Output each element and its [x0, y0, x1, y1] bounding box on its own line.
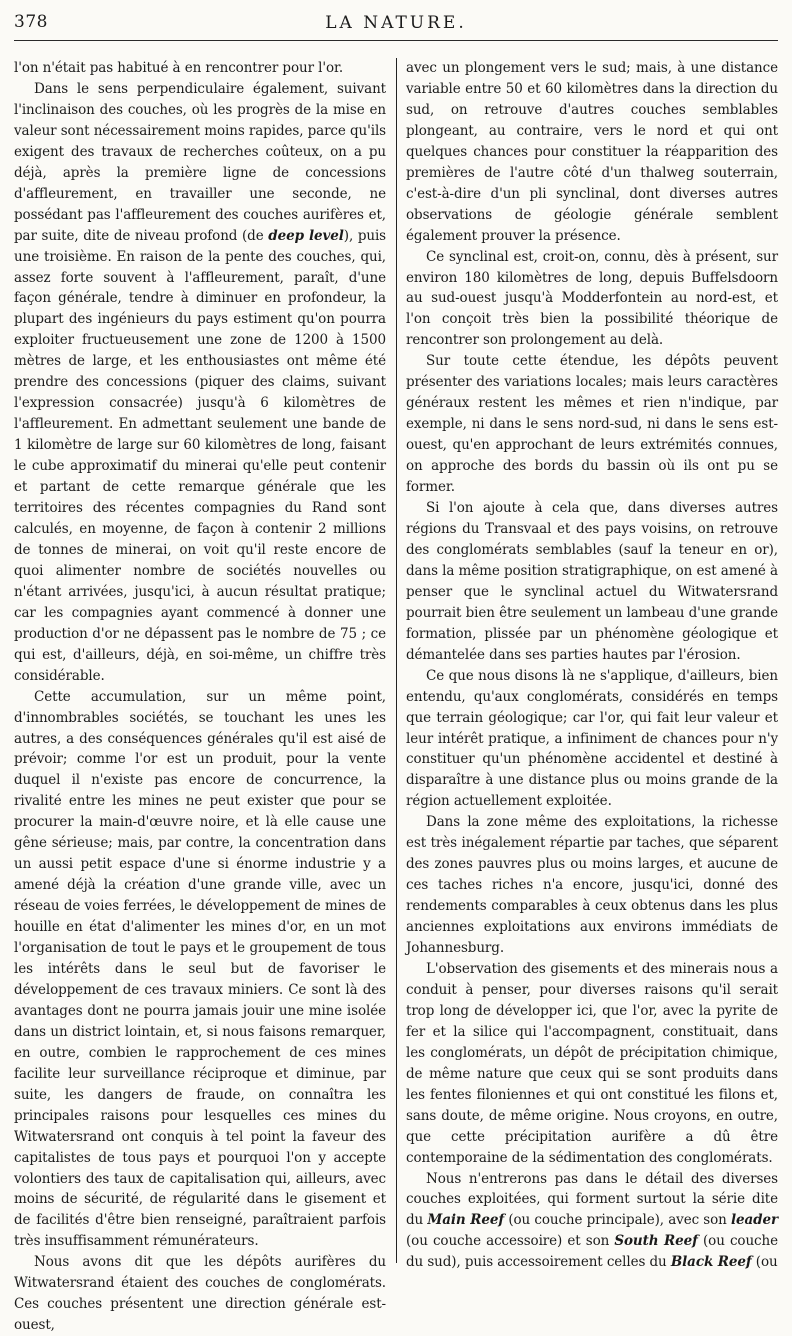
italic-term: leader — [731, 1212, 779, 1229]
journal-title: LA NATURE. — [325, 13, 467, 33]
text-run: Cette accumulation, sur un même point, d'innombrables sociétés, se touchant les unes les autres, a des conséquences générales qu'il est aisé de prévoir; comme l'or est un produit, pour la vente duquel il n'existe pas encore de concurrence, la rivalité entre les mines ne peut exister que pour se procurer la main-d'œuvre noire, et là elle cause une gêne sérieuse; mais, par contre, la concentration dans un aussi petit espace d'une si énorme industrie y a amené déjà la création d'une grande ville, avec un réseau de voies ferrées, le développement de mines de houille en état d'alimenter les mines d'or, en un mot l'organisation de tout le pays et le groupement de tous les intérêts dans le seul but de favoriser le développement de ces travaux miniers. Ce sont là des avantages dont ne pourra jamais jouir une mine isolée dans un district lointain, et, si nous faisons remarquer, en outre, combien le rapprochement de ces mines facilite leur surveillance réciproque et diminue, par suite, les dangers de fraude, on connaîtra les principales raisons pour lesquelles ces mines du Witwatersrand ont conquis à tel point la faveur des capitalistes de tous pays et pourquoi l'on y accepte volontiers des taux de capitalisation qui, ailleurs, avec moins de sécurité, de régularité dans le gisement et de facilités d'être bien renseigné, paraîtraient parfois très insuffisamment rémunérateurs. — [14, 688, 386, 1250]
text-run: avec un plongement vers le sud; mais, à une distance variable entre 50 et 60 kilomètres dans la direction du sud, on retrouve d'autres couches semblables plongeant, au contraire, vers le nord et qui ont quelques chances pour constituer la réapparition des premières de l'autre côté d'un thalweg souterrain, c'est-à-dire d'un pli synclinal, dont diverses autres observations de géologie générale semblent également prouver la présence. — [406, 60, 778, 244]
text-run: Sur toute cette étendue, les dépôts peuvent présenter des variations locales; mais leurs caractères généraux restent les mêmes et rien n'indique, par exemple, ni dans le sens nord-sud, ni dans le sens est-ouest, qu'en approchant de leurs extrémités connues, on approche des bords du bassin où ils ont pu se former. — [406, 353, 778, 496]
paragraph — [406, 498, 778, 666]
article-body — [14, 58, 779, 1334]
paragraph — [14, 1252, 386, 1336]
paragraph — [14, 687, 386, 1253]
page-number: 378 — [14, 12, 48, 32]
paragraph — [406, 666, 778, 813]
paragraph — [14, 58, 386, 79]
text-run: (ou couche principale), avec son — [504, 1212, 731, 1229]
italic-term: deep level — [268, 227, 344, 244]
paragraph — [406, 1169, 778, 1274]
text-run: Ce synclinal est, croit-on, connu, dès à présent, sur environ 180 kilomètres de long, depuis Buffelsdoorn au sud-ouest jusqu'à Modderfontein au nord-est, et l'on conçoit très bien la possibilité théorique de rencontrer son prolongement au delà. — [406, 248, 778, 349]
italic-term: South Reef — [614, 1233, 698, 1250]
text-run: L'observation des gisements et des minerais nous a conduit à penser, pour diverses raisons qu'il serait trop long de développer ici, que l'or, avec la pyrite de fer et la silice qui l'accompagnent, constituait, dans les conglomérats, un dépôt de précipitation chimique, de même nature que ceux qui se sont produits dans les fentes filoniennes et qui ont constitué les filons et, sans doute, de même origine. Nous croyons, en outre, que cette précipitation aurifère a dû être contemporaine de la sédimentation des conglomérats. — [406, 960, 778, 1166]
column-divider — [396, 58, 397, 1263]
text-run: (ou couche du sud), puis accessoirement celles du — [406, 1233, 778, 1271]
text-run: Ce que nous disons là ne s'applique, d'ailleurs, bien entendu, qu'aux conglomérats, considérés en temps que terrain géologique; car l'or, qui fait leur valeur et leur intérêt pratique, a infiniment de chances pour n'y constituer qu'un phénomène accidentel et destiné à disparaître à une distance plus ou moins grande de la région actuellement exploitée. — [406, 667, 778, 810]
paragraph — [406, 58, 778, 247]
text-run: Dans la zone même des exploitations, la richesse est très inégalement répartie par taches, que séparent des zones pauvres plus ou moins larges, et aucune de ces taches riches n'a encore, jusqu'ici, donné des rendements comparables à ceux obtenus dans les plus anciennes exploitations aux environs immédiats de Johannesburg. — [406, 814, 778, 957]
page-header — [14, 12, 778, 41]
right-column — [406, 58, 779, 1271]
italic-term: Main Reef — [427, 1212, 505, 1229]
text-run: Si l'on ajoute à cela que, dans diverses autres régions du Transvaal et des pays voisins, on retrouve des conglomérats semblables (sauf la teneur en or), dans la même position stratigraphique, on est amené à penser que le synclinal actuel du Witwatersrand pourrait bien être seulement un lambeau d'une grande formation, plissée par un phénomène géologique et démantelée dans ses parties hautes par l'érosion. — [406, 500, 778, 663]
paragraph — [406, 812, 778, 959]
text-run: (ou couche accessoire) et son — [406, 1233, 615, 1250]
text-run: ), puis une troisième. En raison de la pente des couches, qui, assez forte souvent à l'affleurement, paraît, d'une façon générale, tendre à diminuer en profondeur, la plupart des ingénieurs du pays estiment qu'on pourra exploiter fructueusement une zone de 1200 à 1500 mètres de large, et les enthousiastes ont même été prendre des concessions (piquer des claims, suivant l'expression consacrée) jusqu'à 6 kilomètres de l'affleurement. En admettant seulement une bande de 1 kilomètre de large sur 60 kilomètres de long, faisant le cube approximatif du minerai qu'elle peut contenir et partant de cette remarque générale que les territoires des récentes compagnies du Rand sont calculés, en moyenne, de façon à contenir 2 millions de tonnes de minerai, on voit qu'il reste encore de quoi alimenter nombre de sociétés nouvelles ou n'étant arrivées, jusqu'ici, à aucun résultat pratique; car les compagnies ayant commencé à donner une production d'or ne dépassent pas le nombre de 75 ; ce qui est, d'ailleurs, déjà, en soi-même, un chiffre très considérable. — [14, 227, 386, 684]
text-run: l'on n'était pas habitué à en rencontrer pour l'or. — [14, 60, 344, 76]
text-run: Nous n'entrerons pas dans le détail des diverses couches exploitées, qui forment surtout la série dite du — [406, 1170, 778, 1229]
italic-term: Black Reef — [670, 1254, 752, 1271]
paragraph — [406, 247, 778, 352]
paragraph — [14, 79, 386, 687]
paragraph — [406, 959, 778, 1169]
text-run: Nous avons dit que les dépôts aurifères du Witwatersrand étaient des couches de conglomérats. Ces couches présentent une direction générale est-ouest, — [14, 1254, 386, 1334]
paragraph — [406, 351, 778, 498]
text-run: (ou — [751, 1254, 778, 1271]
left-column — [14, 58, 386, 1334]
text-run: Dans le sens perpendiculaire également, suivant l'inclinaison des couches, où les progrès de la mise en valeur sont nécessairement moins rapides, parce qu'ils exigent des travaux de recherches coûteux, on a pu déjà, après la première ligne de concessions d'affleurement, en travailler une seconde, ne possédant pas l'affleurement des couches aurifères et, par suite, dite de niveau profond (de — [14, 80, 386, 244]
